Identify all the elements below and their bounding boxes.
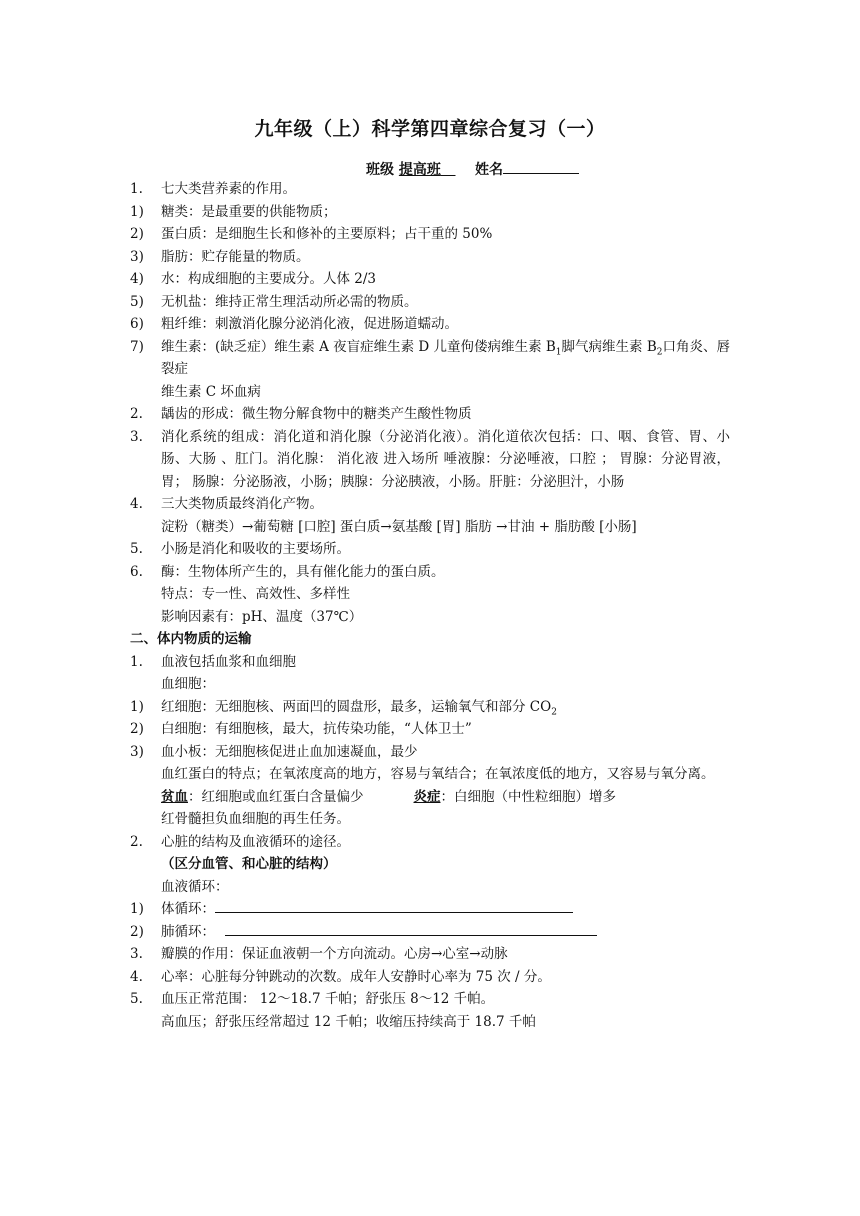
list-item: 5. 血压正常范围： 12～18.7 千帕；舒张压 8～12 千帕。 [130,991,495,1007]
class-label: 班级 [366,162,394,178]
list-item: 4. 三大类物质最终消化产物。 [130,496,323,512]
list-item: 维生素 C 坏血病 [161,383,261,400]
pulmonary-circulation-blank [225,935,597,936]
list-item: 1. 血液包括血浆和血细胞 [130,653,296,670]
list-item: 血细胞： [161,676,215,692]
name-blank [503,173,579,174]
list-item: 1) 糖类：是最重要的供能物质； [130,203,337,220]
name-label: 姓名 [475,162,503,178]
list-item: 1) 体循环： [130,898,730,921]
list-item: 3) 血小板：无细胞核促进止血加速凝血，最少 [130,743,418,760]
list-item: 5. 小肠是消化和吸收的主要场所。 [130,541,350,557]
content-body [130,178,730,1033]
list-item: 3. 消化系统的组成：消化道和消化腺（分泌消化液）。消化道依次包括：口、咽、食管、胃、小肠、大肠 、肛门。消化腺： 消化液 进入场所 唾液腺：分泌唾液，口腔 ； 胃腺：分泌胃液，胃； 肠腺：分泌肠液，小肠；胰腺：分泌胰液，小肠。肝脏：分泌胆汁，小肠 [130,428,730,490]
list-item: 贫血：红细胞或血红蛋白含量偏少 炎症：白细胞（中性粒细胞）增多 [161,788,616,805]
list-item: 血液循环： [161,878,229,895]
list-item: 1) 红细胞：无细胞核、两面凹的圆盘形，最多，运输氧气和部分 $CO_2$ [130,698,557,718]
list-item: 1. 七大类营养素的作用。 [130,181,296,197]
anemia-label: 贫血 [161,788,188,805]
list-item: 3. 瓣膜的作用：保证血液朝一个方向流动。心房→心室→动脉 [130,946,508,962]
list-item: 6. 酶：生物体所产生的，具有催化能力的蛋白质。 [130,563,445,580]
list-item: 4) 水：构成细胞的主要成分。人体 2/3 [130,271,377,287]
list-item: （区分血管、和心脏的结构） [161,856,337,872]
list-item: 4. 心率：心脏每分钟跳动的次数。成年人安静时心率为 75 次 / 分。 [130,968,551,985]
list-item: 7) 维生素：(缺乏症）维生素 A 夜盲症维生素 D 儿童佝偻病维生素 $B_1$脚气病维生素 $B_2$口角炎、唇裂症 [130,338,731,377]
list-item: 2. 龋齿的形成：微生物分解食物中的糖类产生酸性物质 [130,406,472,422]
class-name-line [366,159,579,179]
section-heading: 二、体内物质的运输 [130,631,252,647]
list-item: 2) 蛋白质：是细胞生长和修补的主要原料；占干重的 50% [130,226,493,242]
systemic-circulation-blank [215,912,573,913]
list-item: 特点：专一性、高效性、多样性 [161,586,350,602]
list-item: 高血压；舒张压经常超过 12 千帕；收缩压持续高于 18.7 千帕 [161,1013,536,1030]
list-item: 血红蛋白的特点；在氧浓度高的地方，容易与氧结合；在氧浓度低的地方，又容易与氧分离。 [161,766,715,782]
list-item: 淀粉（糖类）→葡萄糖 [口腔] 蛋白质→氨基酸 [胃] 脂肪 →甘油 + 脂肪酸 [小肠] [161,518,637,535]
class-value: 提高班 [398,162,441,178]
list-item: 3) 脂肪：贮存能量的物质。 [130,248,310,265]
list-item: 2) 肺循环： [130,921,730,944]
list-item: 红骨髓担负血细胞的再生任务。 [161,811,350,827]
list-item: 2. 心脏的结构及血液循环的途径。 [130,833,350,850]
inflammation-label: 炎症 [413,788,441,805]
list-item: 2) 白细胞：有细胞核，最大，抗传染功能，“人体卫士” [130,721,472,737]
list-item: 影响因素有：pH、温度（37℃） [161,608,363,625]
list-item: 5) 无机盐：维持正常生理活动所必需的物质。 [130,293,418,310]
list-item: 6) 粗纤维：刺激消化腺分泌消化液，促进肠道蠕动。 [130,316,458,332]
page-title: 九年级（上）科学第四章综合复习（一） [254,118,606,140]
